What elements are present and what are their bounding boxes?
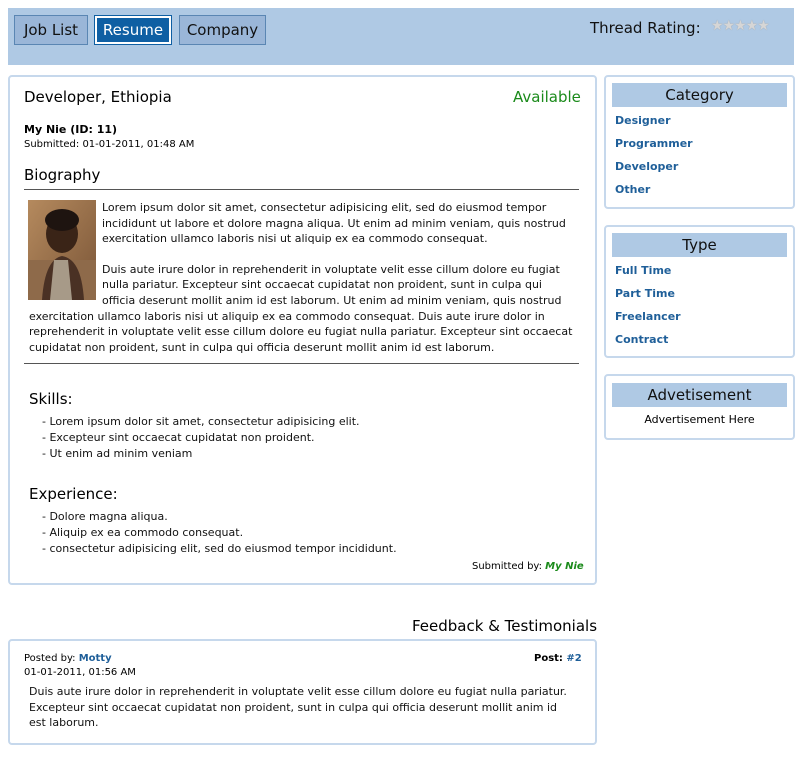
category-item-other[interactable]: Other — [615, 183, 651, 196]
post-number-link[interactable]: #2 — [566, 653, 582, 664]
feedback-heading: Feedback & Testimonials — [412, 617, 598, 635]
thread-rating-stars[interactable]: ★★★★★ — [711, 18, 769, 34]
tab-resume[interactable]: Resume — [94, 15, 172, 45]
experience-item: - Aliquip ex ea commodo consequat. — [42, 525, 244, 539]
resume-submitted-date: Submitted: 01-01-2011, 01:48 AM — [24, 139, 195, 150]
feedback-posted-by — [24, 653, 112, 664]
skills-list — [42, 414, 360, 461]
type-item-contract[interactable]: Contract — [615, 333, 669, 346]
biography-text — [29, 200, 577, 370]
resume-author: My Nie (ID: 11) — [24, 123, 118, 136]
thread-rating-label: Thread Rating: — [590, 19, 701, 37]
category-item-designer[interactable]: Designer — [615, 114, 671, 127]
tab-company[interactable]: Company — [179, 15, 266, 45]
type-item-part-time[interactable]: Part Time — [615, 287, 675, 300]
submitted-by — [472, 561, 584, 572]
feedback-date: 01-01-2011, 01:56 AM — [24, 667, 136, 678]
experience-list — [42, 509, 397, 556]
type-heading: Type — [612, 233, 787, 257]
advertisement-text[interactable]: Advertisement Here — [644, 413, 755, 426]
category-list — [615, 109, 693, 201]
tab-job-list[interactable]: Job List — [14, 15, 88, 45]
submitted-by-user-link[interactable]: My Nie — [545, 561, 584, 572]
biography-paragraph-2: Duis aute irure dolor in reprehenderit in voluptate velit esse cillum dolore eu fugiat nulla pariatur. Excepteur sint occaecat cupidatat non proident, sunt in culpa qui officia deserunt mollit anim id est laborum. Ut enim ad minim veniam, quis nostrud exercitation ullamco laboris nisi ut aliquip ex ea commodo consequat. Duis aute irure dolor in reprehenderit in voluptate velit esse cillum dolore eu fugiat nulla pariatur. Excepteur sint occaecat cupidatat non proident, sunt in culpa qui officia deserunt mollit anim id est laborum. — [29, 262, 573, 354]
experience-item: - consectetur adipisicing elit, sed do eiusmod tempor incididunt. — [42, 541, 397, 555]
posted-by-user-link[interactable]: Motty — [78, 653, 112, 664]
profile-photo — [28, 200, 96, 300]
skill-item: - Lorem ipsum dolor sit amet, consectetur adipisicing elit. — [42, 415, 360, 428]
category-heading: Category — [612, 83, 787, 107]
skills-heading: Skills: — [29, 390, 73, 408]
type-list — [615, 259, 681, 351]
category-item-programmer[interactable]: Programmer — [615, 137, 693, 150]
feedback-text: Duis aute irure dolor in reprehenderit in voluptate velit esse cillum dolore eu fugiat nulla pariatur. Excepteur sint occaecat cupidatat non proident, sunt in culpa qui officia deserunt mollit anim id est laborum. — [29, 685, 567, 730]
biography-paragraph-1: Lorem ipsum dolor sit amet, consectetur adipisicing elit, sed do eiusmod tempor incididunt ut labore et dolore magna aliqua. Ut enim ad minim veniam, quis nostrud exercitation ullamco laboris nisi ut aliquip ex ea commodo consequat. — [102, 201, 566, 246]
biography-divider-top — [24, 189, 579, 190]
experience-item: - Dolore magna aliqua. — [42, 510, 168, 523]
posted-by-label: Posted by: — [24, 653, 76, 664]
type-item-full-time[interactable]: Full Time — [615, 264, 672, 277]
feedback-post-number — [534, 653, 582, 664]
biography-divider-bottom — [24, 363, 579, 364]
type-item-freelancer[interactable]: Freelancer — [615, 310, 681, 323]
skill-item: - Excepteur sint occaecat cupidatat non proident. — [42, 430, 315, 444]
submitted-by-label: Submitted by: — [472, 561, 542, 572]
experience-heading: Experience: — [29, 485, 118, 503]
biography-heading: Biography — [24, 166, 101, 184]
category-item-developer[interactable]: Developer — [615, 160, 679, 173]
skill-item: - Ut enim ad minim veniam — [42, 446, 193, 460]
status-badge: Available — [513, 88, 581, 106]
resume-title: Developer, Ethiopia — [24, 88, 172, 106]
advertisement-heading: Advetisement — [612, 383, 787, 407]
post-label: Post: — [534, 653, 563, 664]
